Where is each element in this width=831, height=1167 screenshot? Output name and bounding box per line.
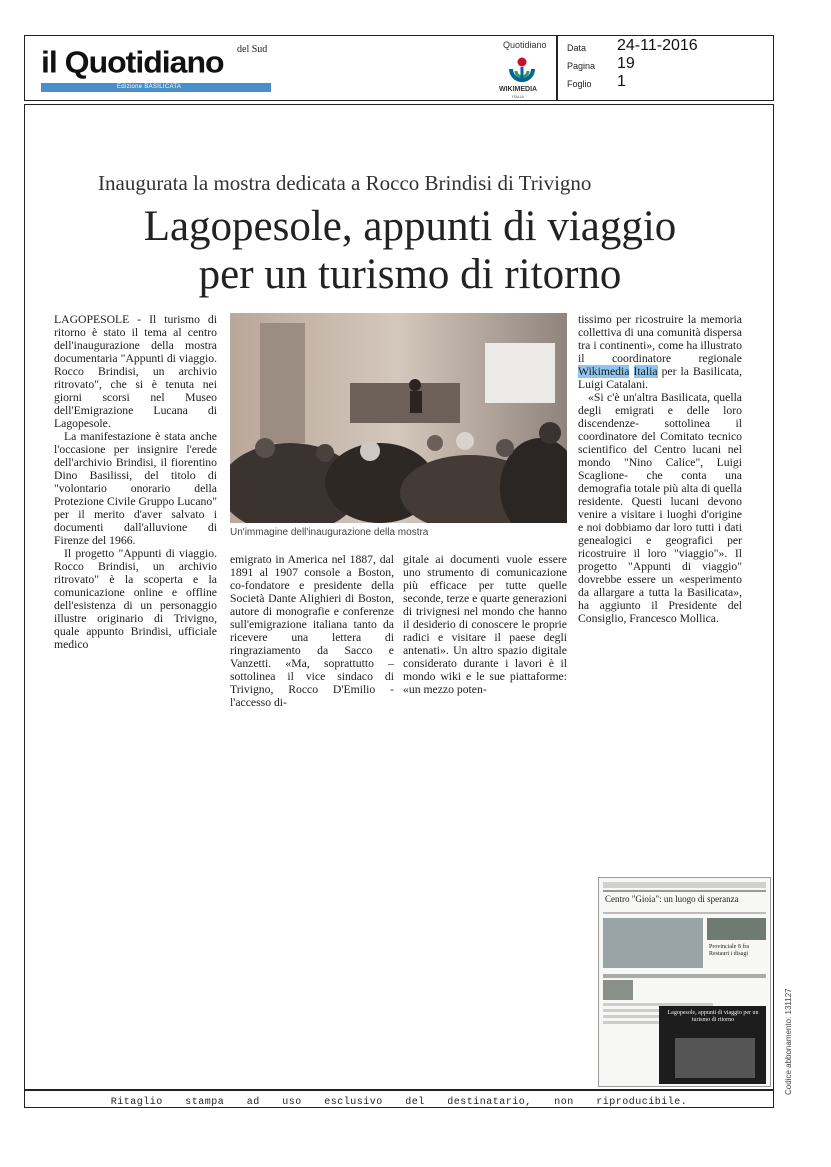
- thumbnail-side-headline: Provinciale 8 fra Restauri i disagi: [709, 944, 749, 957]
- wikimedia-logo-icon: [507, 55, 537, 85]
- page-thumbnail: [598, 877, 771, 1087]
- meta-page-value: 19: [617, 55, 635, 72]
- article-column-2: [230, 553, 394, 709]
- meta-sheet-value: 1: [617, 73, 626, 90]
- newspaper-logo: [25, 37, 555, 99]
- wikimedia-logo-sub: ITALIA: [512, 94, 524, 99]
- paragraph: «Si c'è un'altra Basilicata, quella degli emigrati e delle loro discendenze- sottolinea il coordinatore del Comitato tecnico scientifico del Centro lucani nel mondo "Nino Calice", Luigi Scaglione- che conta una demografia totale più alta di quella residente. Questi lucani devono venire a visitare i luoghi d'origine e noi dobbiamo dar loro tutti i dati genealogici e geografici per ricostruire il loro "viaggio"». Il progetto "Appunti di viaggio" dovrebbe essere un «esperimento da allargare a tutta la Basilicata», ha aggiunto il Presidente del Consiglio, Francesco Mollica.: [578, 391, 742, 625]
- meta-date-key: Data: [567, 43, 587, 53]
- thumbnail-bottom-headline: Lagopesole, appunti di viaggio per un turismo di ritorno: [667, 1010, 759, 1023]
- paragraph: gitale ai documenti vuole essere uno strumento di comunicazione più efficace per tutte quelle seconde, terze e quarte generazioni di trivignesi nel mondo che hanno il desiderio di conoscere le proprie radici e visitare il paese degli antenati». Un altro spazio digitale considerato durante i lavori è il mondo wiki e le sue piattaforme: «un mezzo poten-: [403, 553, 567, 696]
- source-label: Quotidiano: [503, 40, 547, 50]
- highlighted-term: Italia: [633, 365, 658, 378]
- logo-title: il Quotidiano: [41, 44, 224, 80]
- article-column-1: [54, 313, 217, 651]
- photo-caption: Un'immagine dell'inaugurazione della mostra: [230, 527, 429, 538]
- article-photo: [230, 313, 567, 523]
- thumbnail-headline: Centro "Gioia": un luogo di speranza: [605, 894, 739, 904]
- subscription-code: Codice abbonamento: 131127: [784, 988, 793, 1095]
- highlighted-term: Wikimedia: [578, 365, 630, 378]
- footer-notice: Ritaglio stampa ad uso esclusivo del destinatario, non riproducibile.: [110, 1097, 688, 1108]
- paragraph: LAGOPESOLE - Il turismo di ritorno è stato il tema al centro dell'inaugurazione della mostra documentaria "Appunti di viaggio. Rocco Brindisi, un archivio ritrovato", che si è tenuta nei giorni scorsi nel Museo dell'Emigrazione Lucana di Lagopesole.: [54, 313, 217, 430]
- text-fragment: per la Basilicata, Luigi Catalani.: [578, 365, 742, 391]
- meta-page-key: Pagina: [567, 61, 596, 71]
- article-headline-line2: per un turismo di ritorno: [198, 251, 622, 298]
- article-kicker: Inaugurata la mostra dedicata a Rocco Brindisi di Trivigno: [98, 171, 592, 195]
- article-column-3: [403, 553, 567, 696]
- paragraph: [578, 313, 742, 391]
- article-column-4: [578, 313, 742, 625]
- paragraph: Il progetto "Appunti di viaggio. Rocco Brindisi, un archivio ritrovato" è la scoperta e la comunicazione online e offline dell'esistenza di un personaggio illustre originario di Trivigno, quale appunto Brindisi, ufficiale medico: [54, 547, 217, 651]
- article-headline-line1: Lagopesole, appunti di viaggio: [143, 203, 677, 250]
- wikimedia-logo-text: WIKIMEDIA: [499, 86, 538, 93]
- meta-date-value: 24-11-2016: [617, 37, 698, 54]
- paragraph: emigrato in America nel 1887, dal 1891 al 1907 console a Boston, co-fondatore e presidente della Società Dante Alighieri di Boston, autore di monografie e conferenze sull'emigrazione italiana tanto da ricevere una lettera di ringraziamento da Sacco e Vanzetti. «Ma, soprattutto – sottolinea il vice sindaco di Trivigno, Rocco D'Emilio - l'accesso di-: [230, 553, 394, 709]
- logo-suffix: del Sud: [237, 44, 268, 55]
- logo-edition: Edizione BASILICATA: [117, 84, 182, 90]
- paragraph: La manifestazione è stata anche l'occasione per insignire l'erede dell'archivio Brindisi, il fiorentino Dino Basilissi, del titolo di "volontario onorario della Protezione Civile Gruppo Lucano" per il merito d'aver salvato i documenti dall'alluvione di Firenze del 1966.: [54, 430, 217, 547]
- text-fragment: tissimo per ricostruire la memoria collettiva di una comunità dispersa tra i continenti», come ha illustrato il coordinatore regionale: [578, 313, 742, 365]
- meta-sheet-key: Foglio: [567, 79, 592, 89]
